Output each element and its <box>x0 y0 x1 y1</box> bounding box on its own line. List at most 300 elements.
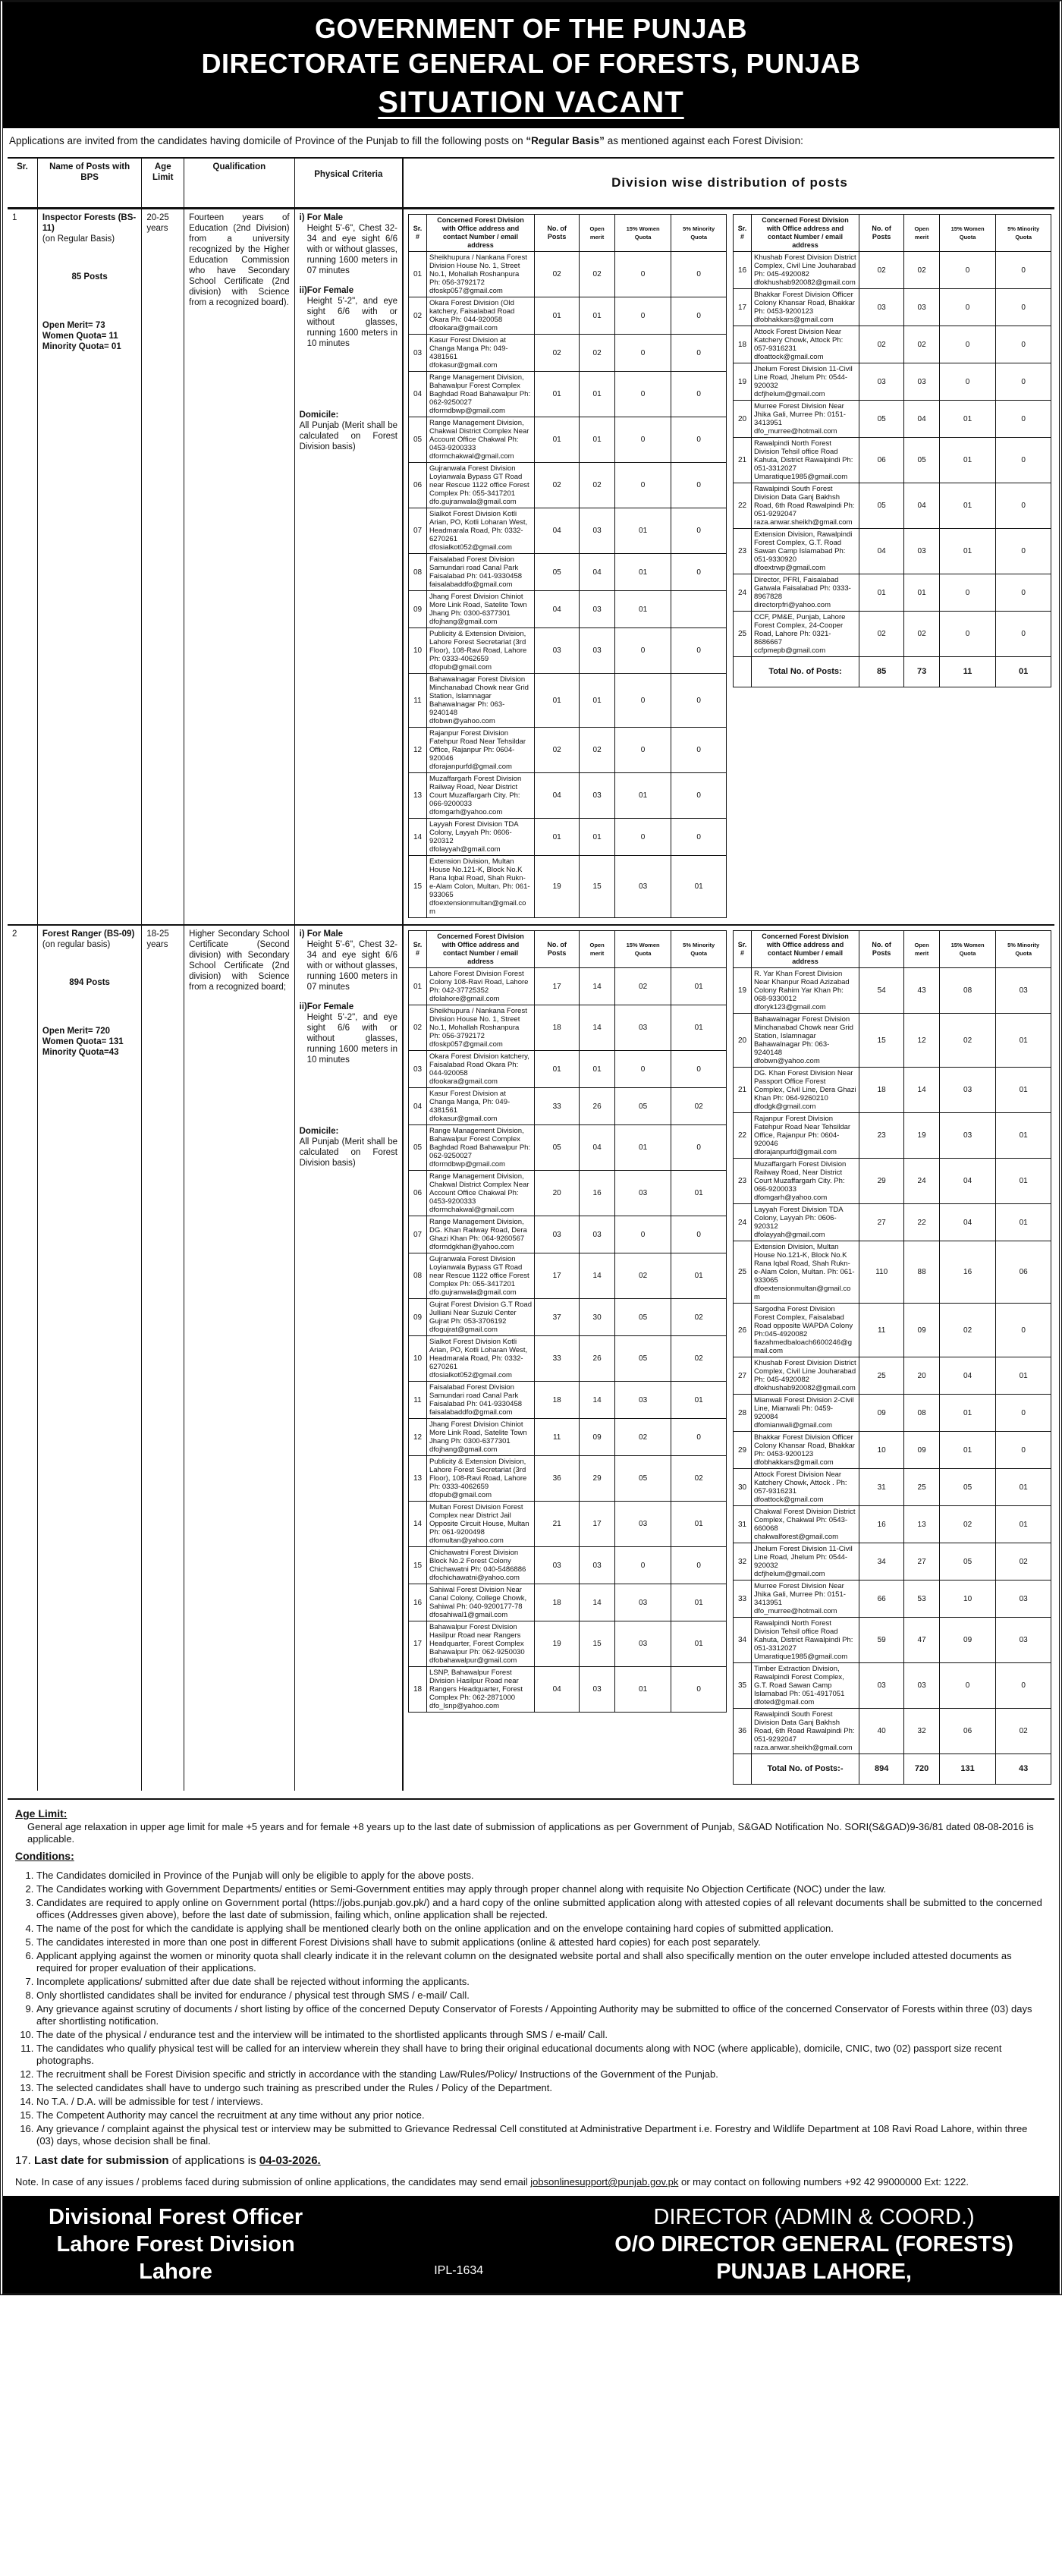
division-email[interactable]: dfokhushab920082@gmail.com <box>754 278 856 287</box>
division-address-text: Rawalpindi North Forest Division Tehsil office Road Kahuta, District Rawalpindi Ph: 051-3312027 <box>754 439 853 473</box>
division-address <box>427 773 535 819</box>
division-address <box>752 1068 859 1113</box>
division-posts: 02 <box>859 612 904 657</box>
division-email[interactable]: dforajanpurfd@gmail.com <box>754 1148 837 1156</box>
post-block <box>8 924 1054 1791</box>
division-email[interactable]: dcfjhelum@gmail.com <box>754 390 825 398</box>
division-posts: 11 <box>859 1304 904 1357</box>
division-email[interactable]: fiazahmedbaloach6600246@gmail.com <box>754 1338 853 1355</box>
division-women-quota: 0 <box>614 728 671 773</box>
division-row <box>734 574 1051 612</box>
division-email[interactable]: dfojhang@gmail.com <box>429 618 498 626</box>
division-address <box>427 856 535 918</box>
ipl-reference: IPL-1634 <box>434 2264 484 2277</box>
division-email[interactable]: dfochichawatni@yahoo.com <box>429 1574 520 1582</box>
division-row <box>734 1357 1051 1395</box>
division-sr: 29 <box>734 1432 752 1469</box>
division-email[interactable]: dfobhakkars@gmail.com <box>754 1458 834 1467</box>
division-open-merit: 01 <box>580 1051 614 1088</box>
distribution-header-row <box>409 931 727 968</box>
division-email[interactable]: dforyk123@gmail.com <box>754 1003 826 1011</box>
division-minority-quota: 01 <box>671 856 727 918</box>
division-posts: 19 <box>535 1621 580 1667</box>
dist-header-sr: Sr. # <box>734 215 752 252</box>
division-email[interactable]: dfo.gujranwala@gmail.com <box>429 498 517 506</box>
division-sr: 33 <box>734 1581 752 1618</box>
division-email[interactable]: dfookara@gmail.com <box>429 324 498 332</box>
division-address <box>427 1088 535 1125</box>
division-minority-quota: 02 <box>671 1299 727 1336</box>
division-row <box>409 1456 727 1502</box>
division-posts: 04 <box>535 591 580 628</box>
division-email[interactable]: dfokhushab920082@gmail.com <box>754 1384 856 1392</box>
division-address-text: Multan Forest Division Forest Complex near District Jail Opposite Circuit House, Multan Ph: 061-9200498 <box>429 1503 529 1536</box>
division-minority-quota: 02 <box>671 1088 727 1125</box>
division-address-text: Range Management Division, Chakwal District Complex Near Account Office Chakwal Ph: 0453-9200333 <box>429 1172 529 1206</box>
division-posts: 02 <box>535 335 580 372</box>
condition-item: 13. The selected candidates shall have to undergo such training as prescribed under the Rules / Policy of the Department. <box>36 2082 1047 2094</box>
division-posts: 31 <box>859 1469 904 1506</box>
post-distribution <box>404 926 1054 1791</box>
division-email[interactable]: dfolahore@gmail.com <box>429 995 500 1003</box>
division-email[interactable]: dfoextensionmultan@gmail.com <box>429 899 526 916</box>
division-email[interactable]: dfomgarh@yahoo.com <box>754 1194 828 1202</box>
division-open-merit: 02 <box>580 335 614 372</box>
division-posts: 37 <box>535 1299 580 1336</box>
post-sr: 2 <box>8 926 38 1791</box>
division-address <box>752 326 859 363</box>
division-address-text: Rawalpindi North Forest Division Tehsil office Road Kahuta, District Rawalpindi Ph: 051-3312027 <box>754 1619 853 1653</box>
last-date-value: 04-03-2026. <box>259 2154 321 2167</box>
division-email[interactable]: dfo_murree@hotmail.com <box>754 427 837 436</box>
division-address <box>427 1005 535 1051</box>
division-address-text: Jhelum Forest Division 11-Civil Line Road, Jhelum Ph: 0544-920032 <box>754 365 853 390</box>
division-open-merit: 03 <box>580 508 614 554</box>
division-women-quota: 02 <box>939 1304 996 1357</box>
division-sr: 13 <box>409 773 427 819</box>
division-email[interactable]: dfosialkot052@gmail.com <box>429 543 512 552</box>
division-row <box>734 1432 1051 1469</box>
division-email[interactable]: dfomultan@yahoo.com <box>429 1536 504 1545</box>
division-row <box>409 773 727 819</box>
women-quota: Women Quota= 11 <box>42 332 118 341</box>
male-criteria: Height 5'-6", Chest 32-34 and eye sight 6/6 with or without glasses, running 1600 meters in 07 minutes <box>306 940 397 992</box>
division-address <box>427 1502 535 1547</box>
division-sr: 12 <box>409 1419 427 1456</box>
division-email[interactable]: dfosahiwal1@gmail.com <box>429 1611 508 1619</box>
division-row <box>734 1395 1051 1432</box>
dist-header-division: Concerned Forest Division with Office address and contact Number / email address <box>752 931 859 968</box>
division-email[interactable]: dfobwn@yahoo.com <box>754 1057 820 1065</box>
dist-header-women: 15% Women Quota <box>939 931 996 968</box>
division-minority-quota: 03 <box>996 1581 1051 1618</box>
division-posts: 01 <box>535 819 580 856</box>
division-minority-quota: 0 <box>671 335 727 372</box>
division-address-text: Sialkot Forest Division Kotli Arian, PO, Kotli Loharan West, Headmarala Road, Ph: 0332-6270261 <box>429 1338 528 1371</box>
division-minority-quota: 0 <box>996 1304 1051 1357</box>
division-address <box>752 1543 859 1581</box>
division-email[interactable]: dfo.gujranwala@gmail.com <box>429 1288 517 1297</box>
division-minority-quota: 01 <box>996 1506 1051 1543</box>
division-row <box>409 335 727 372</box>
division-sr: 18 <box>409 1667 427 1713</box>
division-address-text: Gujranwala Forest Division Loyianwala Bypass GT Road near Rescue 1122 office Forest Complex Ph: 055-3417201 <box>429 1255 529 1288</box>
division-posts: 05 <box>535 554 580 591</box>
division-women-quota: 01 <box>614 773 671 819</box>
division-minority-quota: 0 <box>996 612 1051 657</box>
open-merit: Open Merit= 720 <box>42 1027 111 1036</box>
division-email[interactable]: dfopub@gmail.com <box>429 1491 492 1499</box>
division-sr: 13 <box>409 1456 427 1502</box>
division-row <box>734 1506 1051 1543</box>
division-address-text: Director, PFRI, Faisalabad Gatwala Faisalabad Ph: 0333-8967828 <box>754 576 851 601</box>
division-women-quota: 05 <box>614 1088 671 1125</box>
dist-header-minority: 5% Minority Quota <box>671 931 727 968</box>
division-minority-quota: 0 <box>671 508 727 554</box>
division-sr: 30 <box>734 1469 752 1506</box>
total-posts: 894 <box>859 1754 904 1785</box>
dist-header-posts: No. of Posts <box>535 931 580 968</box>
total-label: Total No. of Posts: <box>752 657 859 687</box>
division-open-merit: 02 <box>904 252 939 289</box>
signatory-right <box>614 2203 1013 2285</box>
division-sr: 25 <box>734 612 752 657</box>
division-women-quota: 01 <box>614 1125 671 1171</box>
division-open-merit: 20 <box>904 1357 939 1395</box>
division-women-quota: 04 <box>939 1357 996 1395</box>
female-label: ii)For Female <box>299 286 354 295</box>
division-email[interactable]: dfodgk@gmail.com <box>754 1102 816 1111</box>
division-email[interactable]: raza.anwar.sheikh@gmail.com <box>754 518 853 527</box>
division-row <box>409 508 727 554</box>
support-email-link[interactable]: jobsonlinesupport@punjab.gov.pk <box>530 2176 679 2188</box>
division-sr: 06 <box>409 463 427 508</box>
division-row <box>409 591 727 628</box>
division-women-quota: 03 <box>614 1005 671 1051</box>
division-sr: 22 <box>734 1113 752 1159</box>
division-address <box>427 1547 535 1584</box>
division-open-merit: 05 <box>904 438 939 483</box>
division-open-merit: 88 <box>904 1241 939 1304</box>
dist-header-women: 15% Women Quota <box>614 931 671 968</box>
division-email[interactable]: dfokasur@gmail.com <box>429 1115 498 1123</box>
division-address-text: Kasur Forest Division at Changa Manga Ph: 049-4381561 <box>429 336 508 361</box>
division-address <box>752 612 859 657</box>
post-basis: (on regular basis) <box>42 940 111 949</box>
division-address-text: Lahore Forest Division Forest Colony 108-Ravi Road, Lahore Ph: 042-37725352 <box>429 970 529 995</box>
division-address-text: Rawalpindi South Forest Division Data Ganj Bakhsh Road, 6th Road Rawalpindi Ph: 051-9292047 <box>754 1710 855 1744</box>
division-email[interactable]: raza.anwar.sheikh@gmail.com <box>754 1744 853 1752</box>
division-email[interactable]: Umaratique1985@gmail.com <box>754 473 848 481</box>
division-address-text: Sheikhupura / Nankana Forest Division House No. 1, Street No.1, Mohallah Roshanpura Ph: 056-3792172 <box>429 1007 527 1040</box>
header-name: Name of Posts with BPS <box>38 159 142 207</box>
division-row <box>409 1171 727 1216</box>
division-address-text: Publicity & Extension Division, Lahore Forest Secretariat (3rd Floor), 108-Ravi Road, Lahore Ph: 0333-4062659 <box>429 630 527 663</box>
division-sr: 01 <box>409 968 427 1005</box>
dist-header-division: Concerned Forest Division with Office address and contact Number / email address <box>752 215 859 252</box>
division-posts: 04 <box>535 1667 580 1713</box>
division-address <box>752 1241 859 1304</box>
division-minority-quota: 0 <box>671 1547 727 1584</box>
division-open-merit: 17 <box>580 1502 614 1547</box>
post-qualification: Higher Secondary School Certificate (Second division) with Secondary School Certificate (2nd division) with Science from a recognized board; <box>184 926 294 1791</box>
division-open-merit: 03 <box>580 1667 614 1713</box>
division-minority-quota: 01 <box>996 1068 1051 1113</box>
post-title: Inspector Forests (BS-11) <box>42 213 137 233</box>
division-posts: 15 <box>859 1014 904 1068</box>
division-sr: 08 <box>409 1253 427 1299</box>
division-email[interactable]: faisalabaddfo@gmail.com <box>429 580 513 589</box>
division-row <box>734 1618 1051 1663</box>
division-minority-quota: 0 <box>671 372 727 417</box>
division-women-quota: 03 <box>614 1382 671 1419</box>
total-row <box>734 657 1051 687</box>
division-minority-quota: 02 <box>996 1709 1051 1754</box>
division-address <box>427 1171 535 1216</box>
division-sr: 05 <box>409 1125 427 1171</box>
division-email[interactable]: dfomianwali@gmail.com <box>754 1421 833 1430</box>
division-email[interactable]: dfobwn@yahoo.com <box>429 717 495 725</box>
division-email[interactable]: directorpfri@yahoo.com <box>754 601 831 609</box>
division-sr: 05 <box>409 417 427 463</box>
division-women-quota: 02 <box>614 1419 671 1456</box>
division-minority-quota: 0 <box>671 674 727 728</box>
division-sr: 16 <box>734 252 752 289</box>
division-posts: 02 <box>859 326 904 363</box>
post-details <box>8 926 404 1791</box>
note-text-end: or may contact on following numbers +92 42 99000000 Ext: 1222. <box>678 2176 969 2188</box>
division-posts: 01 <box>859 574 904 612</box>
division-open-merit: 01 <box>580 297 614 335</box>
division-open-merit: 04 <box>580 1125 614 1171</box>
division-email[interactable]: dforajanpurfd@gmail.com <box>429 763 512 771</box>
division-posts: 17 <box>535 1253 580 1299</box>
condition-item: 1. The Candidates domiciled in Province of the Punjab will only be eligible to apply for the above posts. <box>36 1870 1047 1882</box>
division-row <box>409 1299 727 1336</box>
division-sr: 35 <box>734 1663 752 1709</box>
division-posts: 09 <box>859 1395 904 1432</box>
division-address-text: Murree Forest Division Near Jhika Gali, Murree Ph: 0151-3413951 <box>754 402 846 427</box>
division-minority-quota: 03 <box>996 968 1051 1014</box>
posts-table <box>3 157 1059 1791</box>
condition-item: 12. The recruitment shall be Forest Division specific and strictly in accordance with the standing Law/Rules/Policy/ Instructions of the Government of the Punjab. <box>36 2068 1047 2081</box>
division-address <box>427 372 535 417</box>
post-sr: 1 <box>8 209 38 924</box>
division-posts: 01 <box>535 674 580 728</box>
division-posts: 21 <box>535 1502 580 1547</box>
division-posts: 02 <box>535 463 580 508</box>
division-email[interactable]: dfojhang@gmail.com <box>429 1445 498 1454</box>
division-email[interactable]: dfo_lsnp@yahoo.com <box>429 1702 500 1710</box>
division-minority-quota: 0 <box>996 289 1051 326</box>
female-criteria: Height 5'-2", and eye sight 6/6 with or without glasses, running 1600 meters in 10 minutes <box>306 1013 397 1065</box>
dist-header-women: 15% Women Quota <box>939 215 996 252</box>
division-women-quota: 04 <box>939 1159 996 1204</box>
division-address-text: Mianwali Forest Division 2-Civil Line, Mianwali Ph: 0459-920084 <box>754 1396 854 1421</box>
condition-item: 15. The Competent Authority may cancel the recruitment at any time without any prior notice. <box>36 2109 1047 2122</box>
division-email[interactable]: chakwalforest@gmail.com <box>754 1533 839 1541</box>
division-email[interactable]: dformchakwal@gmail.com <box>429 1206 514 1214</box>
division-row <box>409 1216 727 1253</box>
division-email[interactable]: dcfjhelum@gmail.com <box>754 1570 825 1578</box>
division-address <box>427 968 535 1005</box>
division-address-text: Layyah Forest Division TDA Colony, Layyah Ph: 0606-920312 <box>754 1206 844 1231</box>
division-address-text: Range Management Division, DG. Khan Railway Road, Dera Ghazi Khan Ph: 064-9260567 <box>429 1218 527 1243</box>
division-email[interactable]: dformdbwp@gmail.com <box>429 407 505 415</box>
division-women-quota: 01 <box>614 1667 671 1713</box>
division-row <box>409 819 727 856</box>
condition-item: 5. The candidates interested in more than one post in different Forest Divisions shall have to submit applications (online & attested hard copies) for each post separately. <box>36 1936 1047 1949</box>
division-minority-quota: 0 <box>671 1667 727 1713</box>
terms-section <box>8 1798 1054 2196</box>
division-women-quota: 0 <box>939 1663 996 1709</box>
division-address <box>427 674 535 728</box>
division-women-quota: 03 <box>939 1068 996 1113</box>
division-posts: 05 <box>859 401 904 438</box>
division-minority-quota <box>671 591 727 628</box>
division-email[interactable]: dfopub@gmail.com <box>429 663 492 672</box>
division-email[interactable]: dfobahawalpur@gmail.com <box>429 1656 517 1665</box>
division-sr: 26 <box>734 1304 752 1357</box>
division-sr: 17 <box>409 1621 427 1667</box>
division-email[interactable]: dfoattock@gmail.com <box>754 353 824 361</box>
division-sr: 19 <box>734 968 752 1014</box>
division-row <box>409 1502 727 1547</box>
division-women-quota: 0 <box>614 819 671 856</box>
division-minority-quota: 0 <box>671 554 727 591</box>
division-open-merit: 04 <box>580 554 614 591</box>
post-header-cells <box>8 159 404 207</box>
division-address-text: Attock Forest Division Near Katchery Chowk, Attock . Ph: 057-9316231 <box>754 1470 847 1496</box>
division-minority-quota: 01 <box>671 1502 727 1547</box>
dist-header-open: Open merit <box>904 215 939 252</box>
division-women-quota: 0 <box>614 297 671 335</box>
division-sr: 15 <box>409 1547 427 1584</box>
division-email[interactable]: dfoextensionmultan@gmail.com <box>754 1285 851 1301</box>
division-row <box>734 1581 1051 1618</box>
distribution-table <box>733 930 1051 1785</box>
support-note <box>15 2176 1047 2188</box>
division-women-quota: 0 <box>614 1547 671 1584</box>
division-row <box>409 728 727 773</box>
distribution-columns <box>408 214 1051 918</box>
intro-paragraph <box>3 128 1059 157</box>
division-address-text: Bhakkar Forest Division Officer Colony Khansar Road, Bhakkar Ph: 0453-9200123 <box>754 1433 856 1458</box>
total-row <box>734 1754 1051 1785</box>
division-sr: 25 <box>734 1241 752 1304</box>
division-open-merit: 27 <box>904 1543 939 1581</box>
division-row <box>734 968 1051 1014</box>
age-limit-text: General age relaxation in upper age limit for male +5 years and for female +8 years up to the last date of submission of applications as per Government of Punjab, S&GAD Notification No. SORI(S&GAD)9-36/81 dated 08-08-2016 is applicable. <box>27 1821 1034 1845</box>
division-email[interactable]: dfoattock@gmail.com <box>754 1496 824 1504</box>
division-women-quota: 0 <box>614 463 671 508</box>
division-email[interactable]: dformdgkhan@yahoo.com <box>429 1243 514 1251</box>
division-address-text: Range Management Division, Bahawalpur Forest Complex Baghdad Road Bahawalpur Ph: 062-9250027 <box>429 1127 531 1160</box>
division-open-merit: 02 <box>580 728 614 773</box>
division-address <box>427 1253 535 1299</box>
total-minority-quota: 01 <box>996 657 1051 687</box>
division-open-merit: 16 <box>580 1171 614 1216</box>
division-email[interactable]: dfolayyah@gmail.com <box>754 1231 825 1239</box>
division-email[interactable]: dfookara@gmail.com <box>429 1077 498 1086</box>
division-posts: 29 <box>859 1159 904 1204</box>
division-address-text: Bahawalpur Forest Division Hasilpur Road near Rangers Headquarter, Forest Complex Bahawalpur Ph: 062-9250030 <box>429 1623 525 1656</box>
division-open-merit: 02 <box>580 252 614 297</box>
division-email[interactable]: dfokasur@gmail.com <box>429 361 498 370</box>
division-address <box>427 1621 535 1667</box>
post-qualification: Fourteen years of Education (2nd Division) from a university recognized by the Higher Education Commission who have Secondary School Certificate (2nd division) with Science from a recognized board). <box>184 209 294 924</box>
division-email[interactable]: Umaratique1985@gmail.com <box>754 1653 848 1661</box>
division-women-quota: 0 <box>614 417 671 463</box>
signatory-left-division: Lahore Forest Division <box>56 2232 295 2257</box>
division-email[interactable]: dformchakwal@gmail.com <box>429 452 514 461</box>
division-email[interactable]: dfoskp057@gmail.com <box>429 1040 503 1049</box>
division-email[interactable]: faisalabaddfo@gmail.com <box>429 1408 513 1417</box>
division-address-text: Rajanpur Forest Division Fatehpur Road Near Tehsildar Office, Rajanpur Ph: 0604-920046 <box>429 729 526 763</box>
division-posts: 11 <box>535 1419 580 1456</box>
signatory-right-city: PUNJAB LAHORE, <box>716 2260 912 2284</box>
division-open-merit: 09 <box>904 1432 939 1469</box>
division-email[interactable]: dfobhakkars@gmail.com <box>754 316 834 324</box>
division-posts: 66 <box>859 1581 904 1618</box>
condition-item: 9. Any grievance against scrutiny of documents / short listing by office of the concerned Deputy Conservator of Forests / Appointing Authority may be submitted to office of the concerned Conservator of Forests within three (03) days after shortlisting notification. <box>36 2003 1047 2027</box>
division-sr: 10 <box>409 1336 427 1382</box>
division-posts: 03 <box>859 289 904 326</box>
division-posts: 02 <box>535 728 580 773</box>
division-email[interactable]: dfo_murree@hotmail.com <box>754 1607 837 1615</box>
division-open-merit: 01 <box>580 372 614 417</box>
condition-item: 10. The date of the physical / endurance test and the interview will be intimated to the shortlisted applicants through SMS / e-mail/ Call. <box>36 2029 1047 2041</box>
division-women-quota: 03 <box>614 1502 671 1547</box>
division-email[interactable]: ccfpmepb@gmail.com <box>754 646 826 655</box>
division-email[interactable]: dfogujrat@gmail.com <box>429 1326 498 1334</box>
division-email[interactable]: dfomgarh@yahoo.com <box>429 808 503 816</box>
division-sr: 31 <box>734 1506 752 1543</box>
distribution-header-row <box>409 215 727 252</box>
division-row <box>734 1469 1051 1506</box>
division-sr: 21 <box>734 438 752 483</box>
domicile-text: All Punjab (Merit shall be calculated on Forest Division basis) <box>299 1137 397 1168</box>
division-address-text: Khushab Forest Division District Complex, Civil Line Jouharabad Ph: 045-4920082 <box>754 253 856 278</box>
division-women-quota: 01 <box>939 529 996 574</box>
division-posts: 10 <box>859 1432 904 1469</box>
intro-text: Applications are invited from the candidates having domicile of Province of the Punjab to fill the following posts on <box>9 135 526 146</box>
division-row <box>409 252 727 297</box>
division-row <box>409 1382 727 1419</box>
division-minority-quota: 06 <box>996 1241 1051 1304</box>
division-address <box>752 363 859 401</box>
division-posts: 40 <box>859 1709 904 1754</box>
division-minority-quota: 02 <box>996 1543 1051 1581</box>
division-email[interactable]: dformdbwp@gmail.com <box>429 1160 505 1168</box>
division-address-text: Range Management Division, Chakwal District Complex Near Account Office Chakwal Ph: 0453-9200333 <box>429 419 529 452</box>
header-age: Age Limit <box>142 159 184 207</box>
last-date-label: Last date for submission <box>34 2154 169 2167</box>
division-email[interactable]: dfoted@gmail.com <box>754 1698 815 1706</box>
division-email[interactable]: dfolayyah@gmail.com <box>429 845 501 854</box>
dist-header-open: Open merit <box>580 931 614 968</box>
division-email[interactable]: dfoextrwp@gmail.com <box>754 564 826 572</box>
division-email[interactable]: dfoskp057@gmail.com <box>429 287 503 295</box>
division-posts: 01 <box>535 372 580 417</box>
division-row <box>734 1068 1051 1113</box>
division-email[interactable]: dfosialkot052@gmail.com <box>429 1371 512 1379</box>
division-posts: 02 <box>535 252 580 297</box>
division-address-text: Chichawatni Forest Division Block No.2 Forest Colony Chichawatni Ph: 040-5486886 <box>429 1549 526 1574</box>
division-open-merit: 24 <box>904 1159 939 1204</box>
division-sr: 01 <box>409 252 427 297</box>
division-open-merit: 04 <box>904 483 939 529</box>
